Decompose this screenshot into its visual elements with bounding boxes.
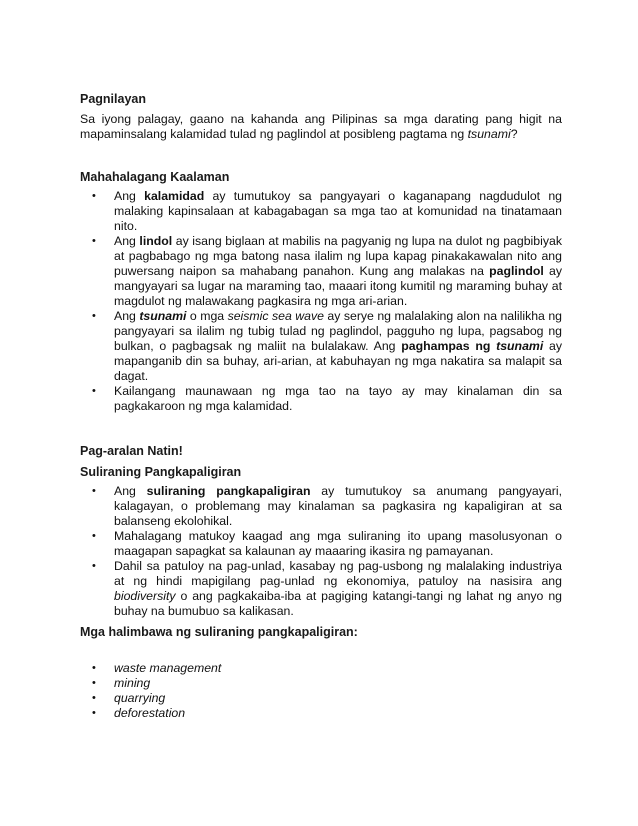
list-item-example [80,661,562,676]
list-text: Ang [114,484,147,498]
example-text: mining [114,676,151,690]
bullet-icon: • [92,707,96,719]
bullet-icon: • [92,677,96,689]
pagnilayan-tsunami-term: tsunami [467,127,511,141]
list-text: ay tumutukoy sa anumang pangyayari, kalagayan, o problemang may kinalaman sa pagkasira ng kapaligiran at sa balanseng ekolohikal. [114,484,562,528]
list-text: Ang [114,309,140,323]
term-biodiversity: biodiversity [114,589,176,603]
list-text: ay isang biglaan at mabilis na pagyanig ng lupa na dulot ng pagbibiyak at pagbabago ng mga batong nasa ilalim ng lupa kapag pinakakawalan nito ang puwersang naipon sa mahabang panahon. Kung ang malakas na [114,234,562,278]
list-text: Ang [114,189,145,203]
pagnilayan-paragraph [80,112,562,142]
pagnilayan-text-b: ? [510,127,518,141]
term-paglindol: paglindol [489,264,544,278]
list-text: Mahalagang matukoy kaagad ang mga suliraning ito upang masolusyonan o maagapan sapagkat sa kalaunan ay maaaring ikasira ng pamayanan. [114,529,562,558]
bullet-icon: • [92,692,96,704]
list-text: ay serye ng malalaking alon na nalilikha ng pangyayari sa ilalim ng tubig tulad ng paglindol, pagguho ng lupa, pagsabog ng bulkan, o pagbagsak ng maliit na bulalakaw. Ang [114,309,563,353]
term-seismic-sea-wave: seismic sea wave [227,309,324,323]
bullet-icon: • [92,190,96,202]
list-text: o mga [186,309,228,323]
example-text: quarrying [114,691,166,705]
bullet-icon: • [92,235,96,247]
list-text: ay tumutukoy sa pangyayari o kaganapang nagdudulot ng malaking kapinsalaan at kabagabagan sa mga tao at komunidad na tinatamaan nito. [114,189,562,233]
bullet-icon: • [92,310,96,322]
pagnilayan-text-a: Sa iyong palagay, gaano na kahanda ang Pilipinas sa mga darating pang higit na mapaminsalang kalamidad tulad ng paglindol at posibleng pagtama ng [80,112,562,141]
halimbawa-list [80,661,562,721]
subheading-suliraning: Suliraning Pangkapaligiran [80,465,242,479]
term-tsunami-2: tsunami [496,339,544,353]
bullet-icon: • [92,560,96,572]
list-text: Ang [114,234,140,248]
list-text: o ang pagkakaiba-iba at pagiging katangi-tangi ng lahat ng anyo ng buhay na bumubuo sa kalikasan. [114,589,562,618]
list-item-mahalagang [80,529,562,559]
kaalaman-list [80,189,562,414]
term-suliraning-pangkapaligiran: suliraning pangkapaligiran [146,484,311,498]
list-item-suliraning [80,484,562,529]
section-heading-halimbawa: Mga halimbawa ng suliraning pangkapaligiran: [80,625,358,639]
term-tsunami: tsunami [139,309,187,323]
term-paghampas: paghampas ng [401,339,497,353]
list-item-dahil [80,559,562,619]
list-item-kailangang [80,384,562,414]
list-item-example [80,691,562,706]
bullet-icon: • [92,530,96,542]
list-item-example [80,706,562,721]
list-text: ay mangyayari sa lugar na maraming tao, maaari itong kumitil ng maraming buhay at magdulot ng malawakang pagkasira ng mga ari-arian. [114,264,563,308]
list-item-example [80,676,562,691]
list-text: Kailangang maunawaan ng mga tao na tayo ay may kinalaman din sa pagkakaroon ng mga kalamidad. [114,384,562,413]
term-lindol: lindol [139,234,173,248]
bullet-icon: • [92,485,96,497]
document-page [80,92,562,721]
section-heading-pagnilayan: Pagnilayan [80,92,146,106]
list-item-kalamidad [80,189,562,234]
example-text: deforestation [114,706,186,720]
list-text: Dahil sa patuloy na pag-unlad, kasabay ng pag-usbong ng malalaking industriya at ng hindi mapigilang pag-unlad ng ekonomiya, patuloy na nasisira ang [114,559,562,588]
list-text: ay mapanganib din sa buhay, ari-arian, at kabuhayan ng mga nakatira sa malapit sa dagat. [114,339,562,383]
bullet-icon: • [92,385,96,397]
list-item-lindol [80,234,562,309]
example-text: waste management [114,661,222,675]
section-heading-mahalagang-kaalaman: Mahahalagang Kaalaman [80,170,230,184]
suliraning-list [80,484,562,619]
list-item-tsunami [80,309,562,384]
term-kalamidad: kalamidad [144,189,205,203]
bullet-icon: • [92,662,96,674]
section-heading-pag-aralan: Pag-aralan Natin! [80,444,183,458]
